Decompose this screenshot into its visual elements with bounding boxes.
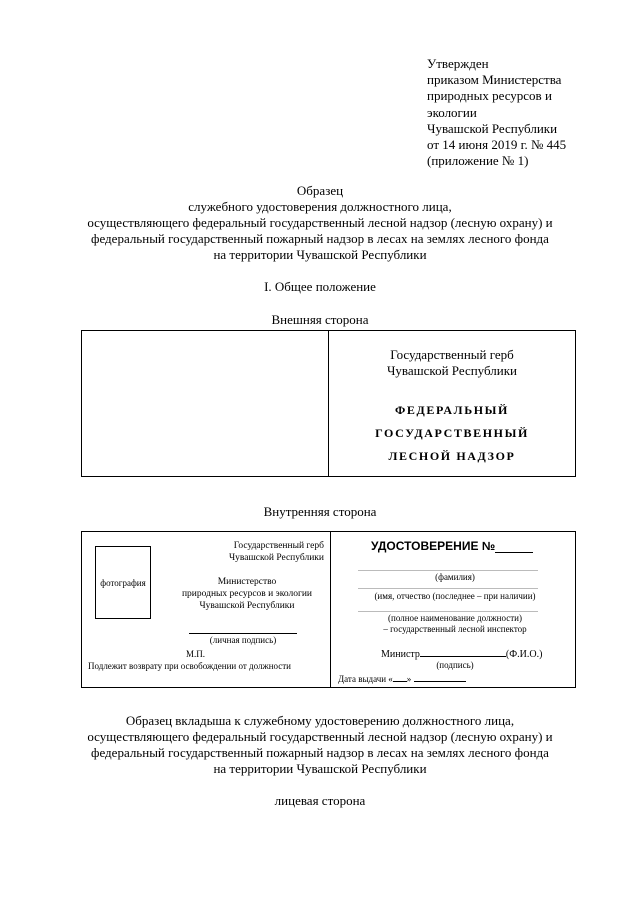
certificate-title-text: УДОСТОВЕРЕНИЕ № (371, 539, 496, 553)
insert-title (0, 713, 640, 777)
outer-bold-text (329, 399, 575, 468)
front-side-label: лицевая сторона (274, 793, 366, 808)
position-line (358, 611, 538, 612)
issue-month-line (414, 673, 466, 682)
fio-label: (Ф.И.О.) (505, 649, 543, 660)
outer-right-panel (329, 331, 575, 468)
approval-line: приказом Министерства (427, 72, 562, 88)
name-line (358, 588, 538, 589)
surname-line (358, 570, 538, 571)
title-line: осуществляющего федеральный государственный лесной надзор (лесную охрану) и (87, 215, 553, 230)
position-caption-1: (полное наименование должности) (388, 613, 522, 623)
title-heading: Образец (296, 183, 344, 198)
approval-line: Утвержден (427, 56, 489, 71)
inner-emblem-text (200, 540, 324, 564)
outer-side-box (81, 330, 576, 477)
seal-mark: М.П. (186, 649, 206, 659)
emblem-line: Государственный герб (233, 541, 324, 551)
minister-signature-row (381, 647, 542, 660)
title-line: служебного удостоверения должностного лица, (188, 199, 452, 214)
emblem-line: Чувашской Республики (228, 553, 324, 563)
surname-caption: (фамилия) (435, 572, 475, 582)
approval-line: (приложение № 1) (427, 153, 529, 169)
ministry-text (162, 576, 332, 612)
approval-line: Чувашской Республики (427, 120, 558, 136)
bold-line: ЛЕСНОЙ НАДЗОР (388, 449, 516, 463)
minister-label: Министр (381, 649, 420, 660)
inner-side-label: Внутренняя сторона (263, 504, 377, 519)
ministry-line: Министерство (217, 577, 277, 587)
signature-line (189, 633, 297, 634)
inner-side-box (81, 531, 576, 688)
bold-line: ГОСУДАРСТВЕННЫЙ (375, 426, 529, 440)
section-heading: I. Общее положение (264, 279, 376, 294)
insert-title-line: Образец вкладыша к служебному удостоверению должностного лица, (125, 713, 515, 728)
ministry-line: природных ресурсов и экологии (181, 589, 313, 599)
certificate-title (371, 539, 533, 553)
bold-line: ФЕДЕРАЛЬНЫЙ (395, 403, 509, 417)
approval-line: природных ресурсов и (427, 88, 552, 104)
minister-sign-line (420, 647, 506, 657)
signature-caption: (личная подпись) (209, 635, 277, 645)
document-title (0, 183, 640, 263)
name-caption: (имя, отчество (последнее – при наличии) (374, 591, 536, 601)
insert-title-line: на территории Чувашской Республики (213, 761, 427, 776)
return-notice: Подлежит возврату при освобождении от должности (88, 661, 291, 671)
approval-block (427, 56, 617, 169)
position-caption-2: – государственный лесной инспектор (383, 624, 527, 634)
outer-side-label: Внешняя сторона (271, 312, 369, 327)
issue-date-row (338, 673, 466, 684)
certificate-number-line (495, 541, 533, 553)
emblem-line: Чувашской Республики (386, 363, 518, 378)
issue-date-label: Дата выдачи « (338, 674, 393, 684)
ministry-line: Чувашской Республики (199, 601, 295, 611)
title-line: на территории Чувашской Республики (213, 247, 427, 262)
emblem-line: Государственный герб (390, 347, 514, 362)
issue-date-mid: » (406, 674, 412, 684)
insert-title-line: осуществляющего федеральный государственный лесной надзор (лесную охрану) и (87, 729, 553, 744)
insert-title-line: федеральный государственный пожарный надзор в лесах на землях лесного фонда (91, 745, 549, 760)
outer-emblem-text (329, 347, 575, 379)
title-line: федеральный государственный пожарный надзор в лесах на землях лесного фонда (91, 231, 549, 246)
minister-signature-caption: (подпись) (436, 660, 474, 670)
issue-day-line (393, 673, 407, 682)
photo-placeholder: фотография (95, 546, 151, 619)
approval-line: от 14 июня 2019 г. № 445 (427, 137, 567, 153)
approval-line: экологии (427, 104, 477, 120)
